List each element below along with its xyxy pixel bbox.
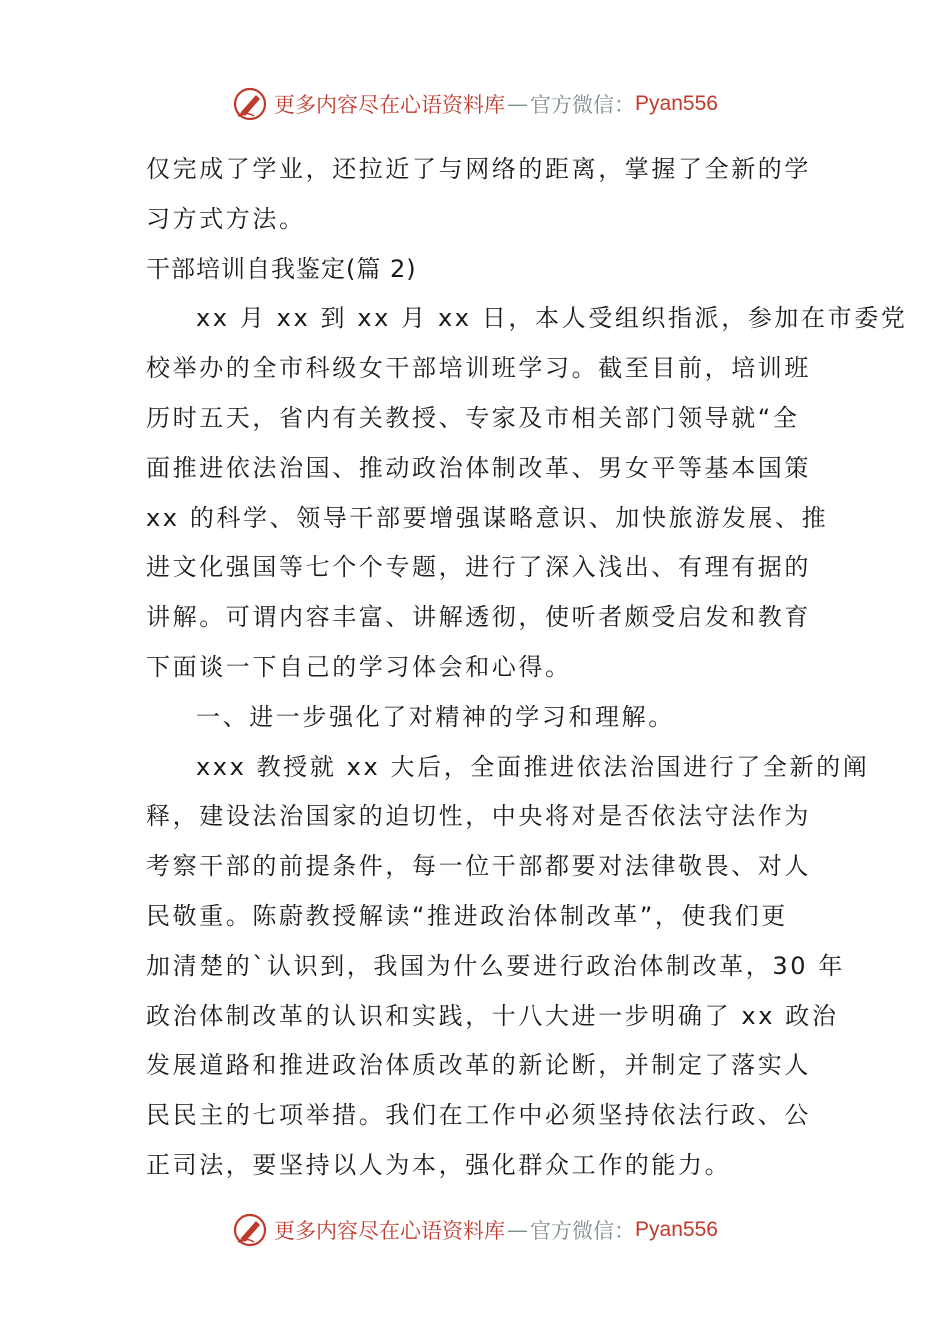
paragraph-line: xx 月 xx 到 xx 月 xx 日，本人受组织指派，参加在市委党 xyxy=(196,304,908,333)
watermark-separator: — xyxy=(507,1218,529,1242)
paragraph-line: 面推进依法治国、推动政治体制改革、男女平等基本国策 xyxy=(146,453,811,482)
subheading-line: 一、进一步强化了对精神的学习和理解。 xyxy=(196,702,675,731)
watermark-wechat-id: Pyan556 xyxy=(635,1218,718,1241)
watermark-text: 更多内容尽在心语资料库 xyxy=(274,1219,506,1243)
pen-logo-icon xyxy=(232,1212,268,1248)
paragraph-line: 政治体制改革的认识和实践，十八大进一步明确了 xx 政治 xyxy=(146,1001,839,1030)
section-heading: 干部培训自我鉴定(篇 2) xyxy=(146,254,417,283)
paragraph-line: 历时五天，省内有关教授、专家及市相关部门领导就“全 xyxy=(146,403,800,432)
paragraph-line: 释，建设法治国家的迫切性，中央将对是否依法守法作为 xyxy=(146,802,811,831)
watermark-label: 官方微信： xyxy=(530,1219,636,1243)
watermark-label: 官方微信： xyxy=(530,93,636,117)
paragraph-line: 进文化强国等七个个专题，进行了深入浅出、有理有据的 xyxy=(146,553,811,582)
watermark-text: 更多内容尽在心语资料库 xyxy=(274,93,506,117)
paragraph-line: xx 的科学、领导干部要增强谋略意识、加快旅游发展、推 xyxy=(146,503,829,532)
paragraph-line: 仅完成了学业，还拉近了与网络的距离，掌握了全新的学 xyxy=(146,155,811,183)
footer-watermark xyxy=(0,1208,950,1252)
paragraph-line: 正司法，要坚持以人为本，强化群众工作的能力。 xyxy=(146,1150,732,1179)
paragraph-line: 讲解。可谓内容丰富、讲解透彻，使听者颇受启发和教育 xyxy=(146,603,811,632)
paragraph-line: 加清楚的`认识到，我国为什么要进行政治体制改革，30 年 xyxy=(146,951,845,980)
paragraph-line: 民民主的七项举措。我们在工作中必须坚持依法行政、公 xyxy=(146,1101,811,1130)
paragraph-line: 习方式方法。 xyxy=(146,204,306,233)
watermark-wechat-id: Pyan556 xyxy=(635,92,718,115)
paragraph-line: 校举办的全市科级女干部培训班学习。截至目前，培训班 xyxy=(146,354,811,383)
document-body xyxy=(146,145,908,1191)
watermark-separator: — xyxy=(507,92,529,116)
paragraph-line: 考察干部的前提条件，每一位干部都要对法律敬畏、对人 xyxy=(146,852,811,881)
paragraph-line: 发展道路和推进政治体质改革的新论断，并制定了落实人 xyxy=(146,1051,811,1080)
pen-logo-icon xyxy=(232,86,268,122)
paragraph-line: 民敬重。陈蔚教授解读“推进政治体制改革”，使我们更 xyxy=(146,901,788,930)
paragraph-line: xxx 教授就 xx 大后，全面推进依法治国进行了全新的阐 xyxy=(196,752,870,781)
paragraph-line: 下面谈一下自己的学习体会和心得。 xyxy=(146,652,572,681)
header-watermark xyxy=(0,82,950,126)
